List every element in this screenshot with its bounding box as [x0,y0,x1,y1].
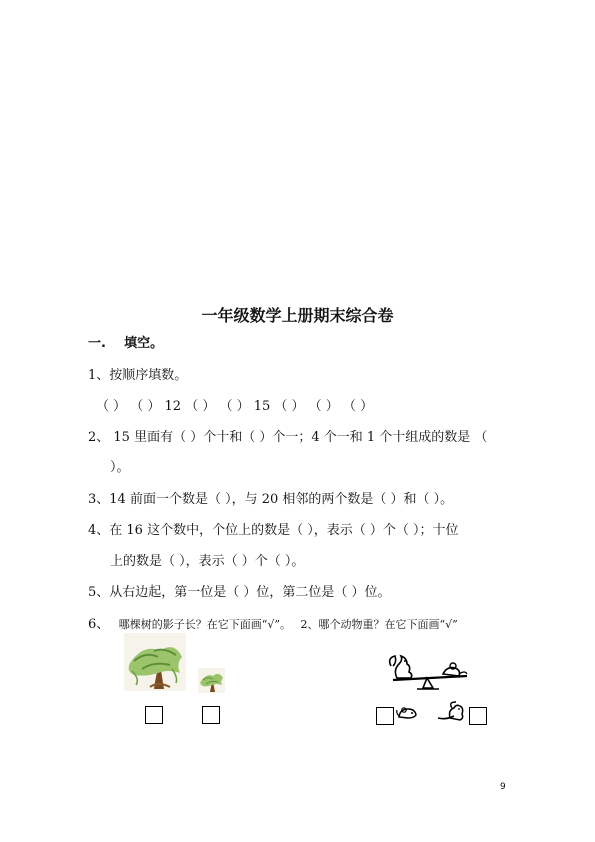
tree-icon [124,633,186,691]
section-number: 一. [88,336,106,351]
mouse-icon [396,705,420,721]
question-6-part2: 2、哪个动物重？在它下面画“√” [300,618,458,631]
question-5: 5、从右边起，第一位是（ ）位，第二位是（ ）位。 [88,585,391,600]
question-4: 4、在 16 这个数中，个位上的数是（ ），表示（ ）个（ ）；十位 [88,523,459,538]
question-3: 3、14 前面一个数是（ ），与 20 相邻的两个数是（ ）和（ ）。 [88,492,454,507]
question-2: 2、 15 里面有（ ）个十和（ ）个一；4 个一和 1 个十组成的数是 （ [88,430,488,445]
answer-box-mouse[interactable] [376,707,394,725]
question-1-sequence: （ ） （ ） 12 （ ） （ ） 15 （ ） （ ） （ ） [96,399,374,414]
page-title: 一年级数学上册期末综合卷 [201,306,394,325]
answer-box-big-tree[interactable] [145,706,163,724]
question-4-continued: 上的数是（ ），表示（ ）个（ ）。 [110,554,305,569]
tree-small-icon [198,668,225,693]
squirrel-icon [436,700,468,722]
question-6-part1: 哪棵树的影子长？在它下面画“√”。 [118,618,292,631]
section-label: 填空。 [124,336,164,351]
question-1: 1、按顺序填数。 [88,368,188,383]
question-6 [88,617,458,633]
question-6-number: 6、 [88,617,110,632]
page-number: 9 [500,782,506,792]
answer-box-small-tree[interactable] [202,706,220,724]
question-2-continued: ）。 [110,460,130,475]
answer-box-squirrel[interactable] [469,707,487,725]
section-heading [88,336,163,352]
seesaw-animals-icon [387,652,469,692]
